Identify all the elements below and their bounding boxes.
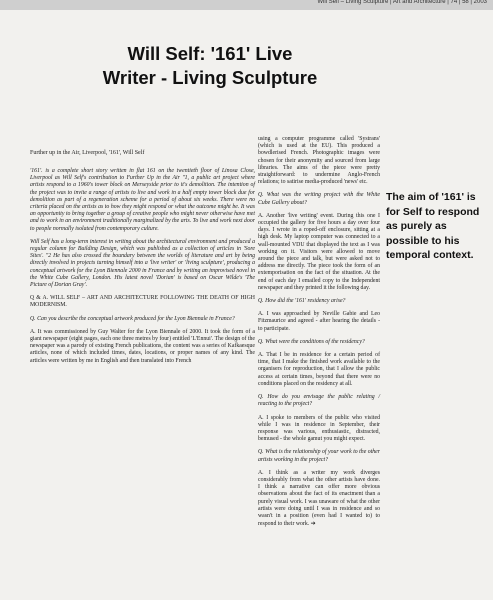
question-1: Q. Can you describe the conceptual artwork produced for the Lyon Biennale in France? — [30, 315, 235, 322]
question-5: Q. How do you envisage the public relating / reacting to the project? — [258, 394, 380, 408]
byline: Further up in the Air, Liverpool, '161', Will Self — [30, 150, 145, 156]
top-band — [0, 0, 493, 10]
question-3: Q. How did the '161' residency arise? — [258, 298, 346, 305]
arrow-right-icon: ➔ — [310, 520, 316, 528]
middle-column — [258, 136, 380, 534]
answer-6-text: A. I think as a writer my work diverges considerably from what the other artists have done. I think a narrative can offer more obvious observations about the fact of its enactment than a purely visual work. I was unaware of what the other artists were doing until I was in residence and so wasn't in a position (even had I wanted to) to respond to their work. — [258, 469, 380, 528]
question-2: Q. What was the writing project with the White Cube Gallery about? — [258, 192, 380, 206]
intro-paragraph: '161'. is a complete short story written in flat 161 on the twentieth floor of Linosa Close, Liverpool as Will Self's contribution to Further Up in the Air "1, a public art project where artists respond to a 1960's tower block on Merseyside prior to it's demolition. The intention of the project was to invite a range of artists to live and work in a half empty tower block due for demolition as part of a regeneration scheme for a period of about six weeks. There were no criteria placed on the artists as to how they might respond or what the outcome might be. It was an opportunity to bring together a group of creative people who might never otherwise have met and to work in an environment traditionally marginalized by the arts. To live and work next door to people normally isolated from contemporary culture. — [30, 168, 255, 232]
title-line-1: Will Self: '161' Live — [127, 43, 293, 64]
left-column — [30, 168, 255, 371]
title-line-2: Writer - Living Sculpture — [102, 67, 318, 88]
running-head: Will Self – Living Sculpture | Art and Architecture | 74 | 58 | 2003 — [317, 0, 487, 5]
pull-quote: The aim of '161' is for Self to respond as purely as possible to his temporal context. — [386, 191, 480, 262]
answer-1: A. It was commissioned by Guy Walter for the Lyon Biennale of 2000. It took the form of a giant newspaper (eight pages, each one three metres by four) entitled 'L'Ennui'. The design of the newspaper was a parody of existing French publications, the content was a series of Kafkaesque articles, none of which included times, dates, locations, or proper names of any kind. The articles were written by me in English and then translated into French — [30, 328, 256, 364]
article-title — [60, 42, 360, 90]
answer-3: A. I was approached by Neville Gabie and Leo Fitzmaurice and agreed - after hearing the details - to participate. — [258, 311, 380, 332]
question-6: Q. What is the relationship of your work to the other artists working in the project? — [258, 449, 380, 463]
answer-1-continued: using a computer programme called 'Systrans' (which is used at the EU). This produced a bowdlerised French. Photographic images were chosen for their anonymity and sourced from large libraries. The aims of the piece were pretty straightforward: to undermine Anglo-French relations; to satirise media-produced 'news' etc. — [258, 136, 380, 186]
answer-2: A. Another 'live writing' event. During this one I occupied the gallery for five hours a day over four days. I wrote in a roped-off enclosure, sitting at a high desk. My laptop computer was connected to a wall-mounted VDU that displayed the text as I was working on it. Visitors were allowed to move around the piece and talk, but were asked not to address me directly. The piece took the form of an extemporisation on the fact of the situation. At the end of each day I emailed copy to the Independent newspaper and they printed it the following day. — [258, 212, 380, 291]
bio-paragraph: Will Self has a long-term interest in writing about the architectural environment and produced a regular column for Building Design, which was published as a collection of articles in 'Sore Sites'. "2 He has also crossed the boundary between the worlds of literature and art by being directly involved in projects turning himself into a 'live writer' or 'living sculpture', producing a conceptual artwork for the Lyon Biennale 2000 in France and by writing an improvised novel in the White Cube Gallery, London. His latest novel 'Dorian' is based on Oscar Wilde's 'The Picture of Dorian Gray'. — [30, 238, 255, 289]
answer-5: A. I spoke to members of the public who visited while I was in residence in September, their response was various, enthusiastic, distracted, bemused - the whole gamut you might expect. — [258, 414, 380, 443]
question-4: Q. What were the conditions of the residency? — [258, 338, 365, 345]
answer-4: A. That I be in residence for a certain period of time, that I make the finished work available to the organisers for reproduction, that I allow the public access at certain times, beyond that there were no conditions placed on the residency at all. — [258, 352, 380, 387]
section-heading: Q & A. WILL SELF – ART AND ARCHITECTURE FOLLOWING THE DEATH OF HIGH MODERNISM. — [30, 295, 255, 309]
answer-6 — [258, 470, 380, 529]
